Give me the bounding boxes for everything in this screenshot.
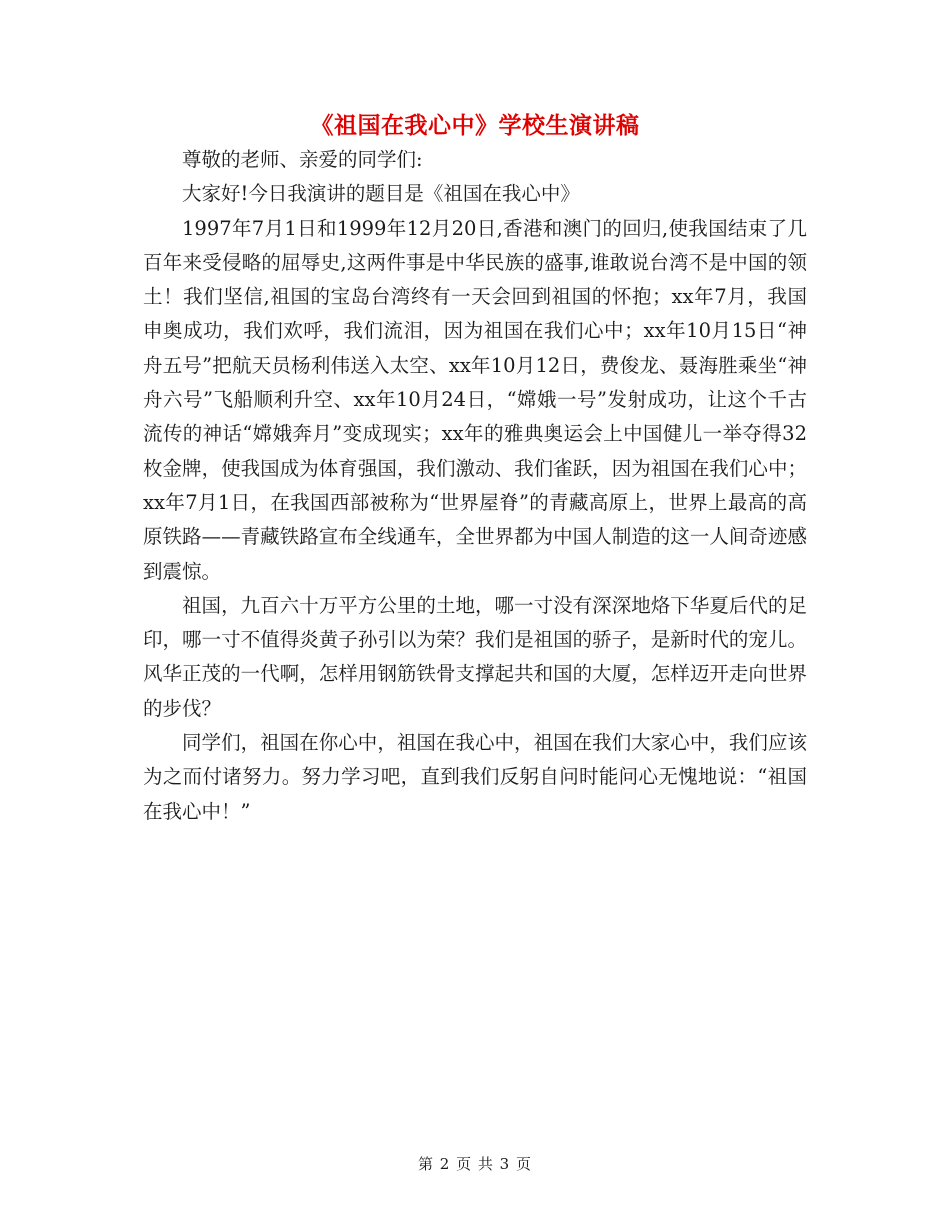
paragraph-homeland: 祖国，九百六十万平方公里的土地，哪一寸没有深深地烙下华夏后代的足印，哪一寸不值得炎黄子孙引以为荣？我们是祖国的骄子，是新时代的宠儿。风华正茂的一代啊，怎样用钢筋铁骨支撑起共和国的大厦，怎样迈开走向世界的步伐？ bbox=[143, 593, 807, 720]
paragraph-greeting: 大家好!今日我演讲的题目是《祖国在我心中》 bbox=[182, 182, 580, 206]
document-body bbox=[143, 143, 807, 829]
paragraph-salutation: 尊敬的老师、亲爱的同学们: bbox=[182, 148, 423, 171]
document-title: 《祖国在我心中》学校生演讲稿 bbox=[310, 112, 640, 139]
page-number-footer: 第 2 页 共 3 页 bbox=[418, 1155, 532, 1173]
paragraph-conclusion: 同学们，祖国在你心中，祖国在我心中，祖国在我们大家心中，我们应该为之而付诸努力。努力学习吧，直到我们反躬自问时能问心无愧地说：“祖国在我心中！” bbox=[143, 731, 807, 823]
paragraph-events: 1997年7月1日和1999年12月20日,香港和澳门的回归,使我国结束了几百年来受侵略的屈辱史,这两件事是中华民族的盛事,谁敢说台湾不是中国的领土！我们坚信,祖国的宝岛台湾终有一天会回到祖国的怀抱；xx年7月，我国申奥成功，我们欢呼，我们流泪，因为祖国在我们心中；xx年10月15日“神舟五号”把航天员杨利伟送入太空、xx年10月12日，费俊龙、聂海胜乘坐“神舟六号”飞船顺利升空、xx年10月24日，“嫦娥一号”发射成功，让这个千古流传的神话“嫦娥奔月”变成现实；xx年的雅典奥运会上中国健儿一举夺得32枚金牌，使我国成为体育强国，我们激动、我们雀跃，因为祖国在我们心中；xx年7月1日，在我国西部被称为“世界屋脊”的青藏高原上，世界上最高的高原铁路——青藏铁路宣布全线通车，全世界都为中国人制造的这一人间奇迹感到震惊。 bbox=[143, 216, 807, 583]
